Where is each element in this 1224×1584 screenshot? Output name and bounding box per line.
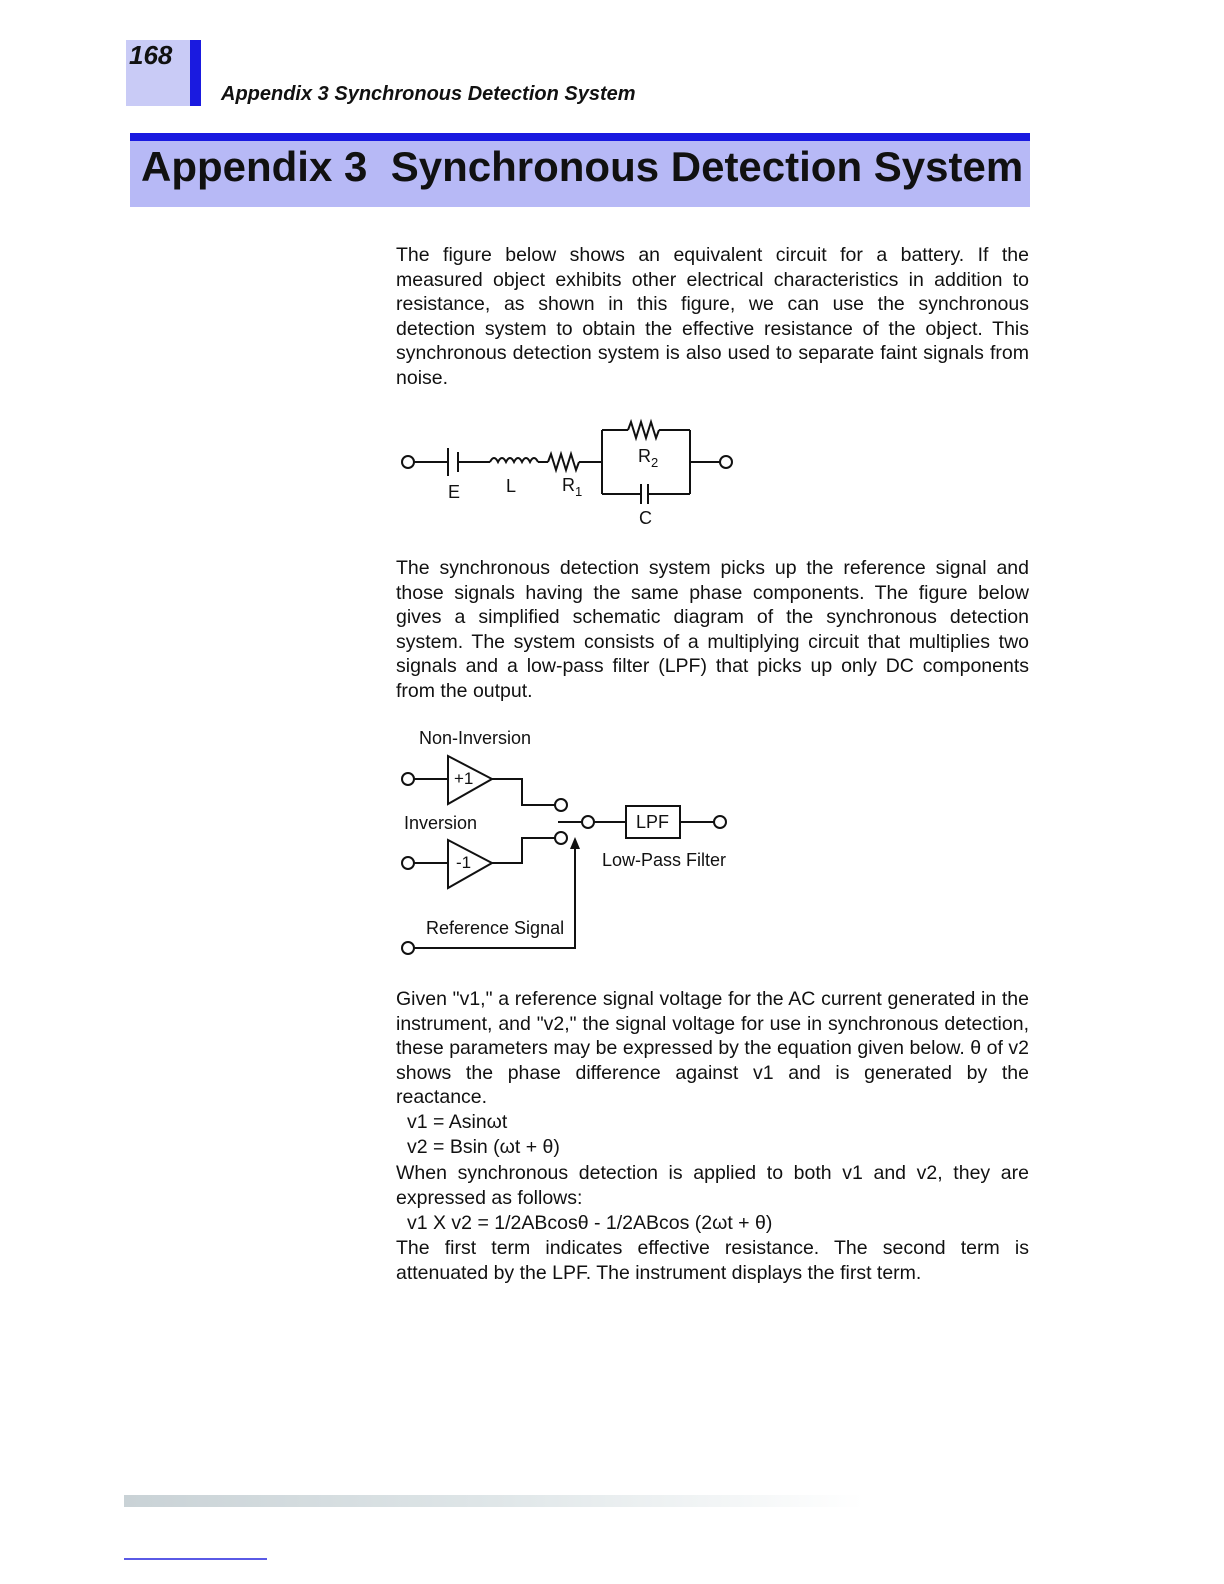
- resistor-r1: [548, 454, 579, 470]
- title-text: Synchronous Detection System: [390, 143, 1024, 190]
- paragraph-when: When synchronous detection is applied to both v1 and v2, they are expressed as follows:: [396, 1162, 1029, 1209]
- reference-signal-terminal: [402, 942, 414, 954]
- resistor-r2: [628, 422, 659, 438]
- equation-v1: v1 = Asinωt: [407, 1111, 508, 1133]
- label-r2: [638, 446, 658, 470]
- switch-contact-top: [555, 799, 567, 811]
- output-terminal: [714, 816, 726, 828]
- page-number: 168: [129, 40, 173, 70]
- paragraph-given: Given "v1," a reference signal voltage for the AC current generated in the instrument, and "v2," the signal voltage for use in synchronous detection, these parameters may be expressed by the equation given below. θ of v2 shows the phase difference against v1 and is generated by the reactance.: [396, 988, 1029, 1108]
- equation-v2: v2 = Bsin (ωt + θ): [407, 1136, 560, 1158]
- circuit-left-terminal: [402, 456, 414, 468]
- label-r1: [562, 475, 582, 499]
- label-c: C: [639, 508, 652, 528]
- label-r2-base: R: [638, 446, 651, 466]
- title-number: Appendix 3: [141, 143, 368, 190]
- page-title: [141, 143, 1023, 191]
- label-lpf: LPF: [636, 812, 670, 832]
- inversion-input-terminal: [402, 857, 414, 869]
- label-non-inversion: Non-Inversion: [419, 728, 532, 748]
- label-r1-base: R: [562, 475, 575, 495]
- title-rule: [130, 133, 1030, 141]
- label-r2-sub: 2: [651, 455, 659, 470]
- inductor-coil: [490, 458, 538, 462]
- label-r1-sub: 1: [575, 484, 583, 499]
- footer-gradient-bar: [124, 1495, 864, 1507]
- label-plus-one: +1: [454, 769, 474, 788]
- label-e: E: [448, 482, 461, 502]
- paragraph-intro: The figure below shows an equivalent circuit for a battery. If the measured object exhibits other electrical characteristics in addition to resistance, as shown in this figure, we can use the synchronous detection system to obtain the effective resistance of the object. This synchronous detection system is also used to separate faint signals from noise.: [396, 244, 1029, 389]
- label-l: L: [506, 476, 517, 496]
- label-inversion: Inversion: [404, 813, 478, 833]
- running-head: Appendix 3 Synchronous Detection System: [221, 83, 636, 105]
- switch-common-terminal: [582, 816, 594, 828]
- label-reference-signal: Reference Signal: [426, 918, 565, 938]
- equation-product: v1 X v2 = 1/2ABcosθ - 1/2ABcos (2ωt + θ): [407, 1212, 773, 1234]
- switch-contact-bottom: [555, 832, 567, 844]
- label-minus-one: -1: [456, 853, 472, 872]
- reference-signal-arrow: [570, 837, 580, 849]
- circuit-right-terminal: [720, 456, 732, 468]
- paragraph-system: The synchronous detection system picks up the reference signal and those signals having the same phase components. The figure below gives a simplified schematic diagram of the synchronous detection system. The system consists of a multiplying circuit that multiplies two signals and a low-pass filter (LPF) that picks up only DC components from the output.: [396, 557, 1029, 702]
- synchronous-detection-schematic: [398, 724, 738, 960]
- non-inversion-input-terminal: [402, 773, 414, 785]
- footer-rule: [124, 1558, 267, 1560]
- label-low-pass-filter: Low-Pass Filter: [602, 850, 727, 870]
- battery-equivalent-circuit: [398, 412, 738, 530]
- page-number-accent-bar: [190, 40, 201, 106]
- paragraph-conclusion: The first term indicates effective resistance. The second term is attenuated by the LPF. The instrument displays the first term.: [396, 1237, 1029, 1284]
